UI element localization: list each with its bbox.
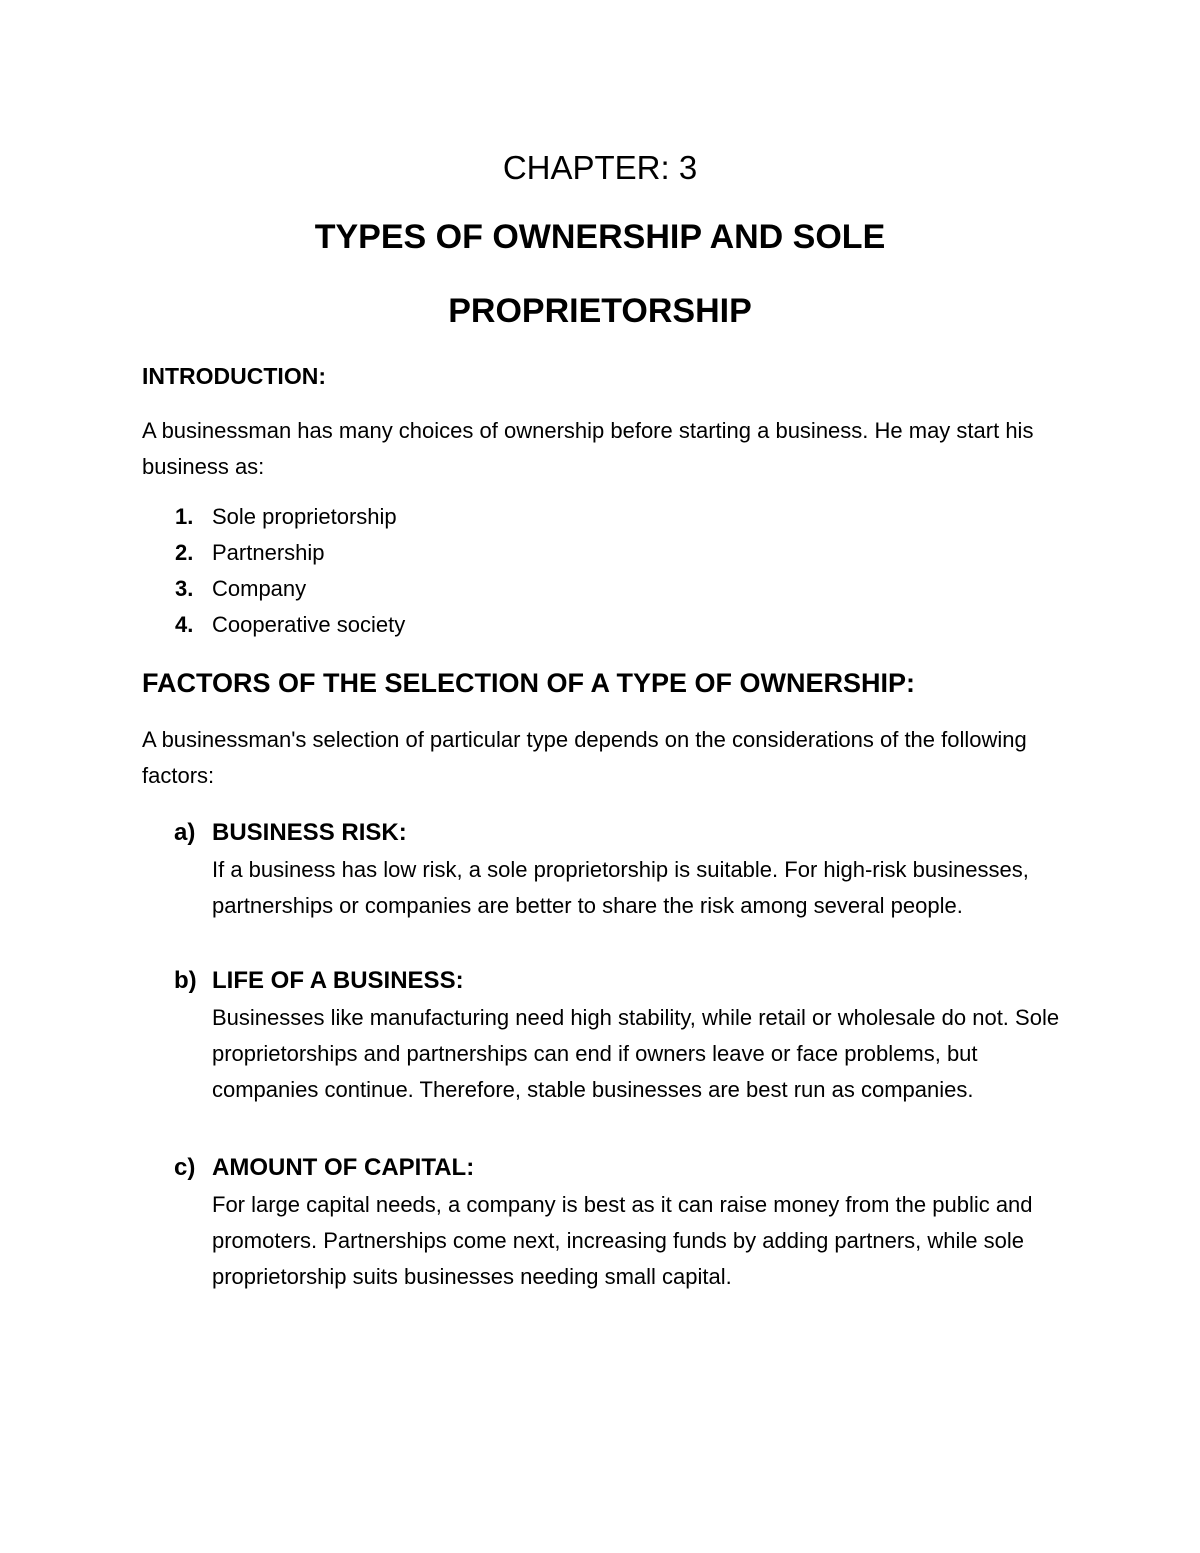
list-item-label: Company [212, 576, 307, 601]
factor-life-of-business [142, 962, 1072, 1108]
factor-body: If a business has low risk, a sole proprietorship is suitable. For high-risk businesses, partnerships or companies are better to share the risk among several people. [212, 857, 1029, 918]
factor-body: Businesses like manufacturing need high stability, while retail or wholesale do not. Sole proprietorships and partnerships can end if owners leave or face problems, but companies continue. Therefore, stable businesses are best run as companies. [212, 1005, 1060, 1102]
introduction-paragraph: A businessman has many choices of ownership before starting a business. He may start his business as: [142, 418, 1034, 479]
factor-amount-of-capital [142, 1149, 1072, 1295]
factors-paragraph: A businessman's selection of particular type depends on the considerations of the following factors: [142, 727, 1027, 788]
list-item [142, 535, 405, 571]
list-item-number: 1. [175, 504, 194, 529]
list-item-number: 2. [175, 540, 194, 565]
factor-business-risk [142, 814, 1072, 924]
factor-title: AMOUNT OF CAPITAL: [212, 1154, 475, 1181]
factor-title: LIFE OF A BUSINESS: [212, 967, 464, 994]
list-item [142, 607, 405, 643]
factor-letter: b) [174, 967, 197, 994]
factor-heading [142, 962, 1072, 1000]
factor-heading [142, 1149, 1072, 1187]
list-item-number: 3. [175, 576, 194, 601]
list-item-number: 4. [175, 612, 194, 637]
page-title-line-2: PROPRIETORSHIP [448, 292, 752, 330]
factor-heading [142, 814, 1072, 852]
list-item-label: Sole proprietorship [212, 504, 397, 529]
factors-heading: FACTORS OF THE SELECTION OF A TYPE OF OWNERSHIP: [142, 668, 916, 698]
factor-letter: c) [174, 1154, 196, 1181]
factor-body: For large capital needs, a company is best as it can raise money from the public and promoters. Partnerships come next, increasing funds by adding partners, while sole proprietorship suits businesses needing small capital. [212, 1192, 1033, 1289]
list-item-label: Partnership [212, 540, 325, 565]
list-item [142, 499, 405, 535]
factor-title: BUSINESS RISK: [212, 819, 407, 846]
list-item [142, 571, 405, 607]
ownership-types-list [142, 499, 405, 643]
page-title-line-1: TYPES OF OWNERSHIP AND SOLE [314, 218, 886, 256]
list-item-label: Cooperative society [212, 612, 406, 637]
factor-letter: a) [174, 819, 196, 846]
introduction-heading: INTRODUCTION: [142, 363, 326, 389]
chapter-label: CHAPTER: 3 [502, 149, 698, 186]
